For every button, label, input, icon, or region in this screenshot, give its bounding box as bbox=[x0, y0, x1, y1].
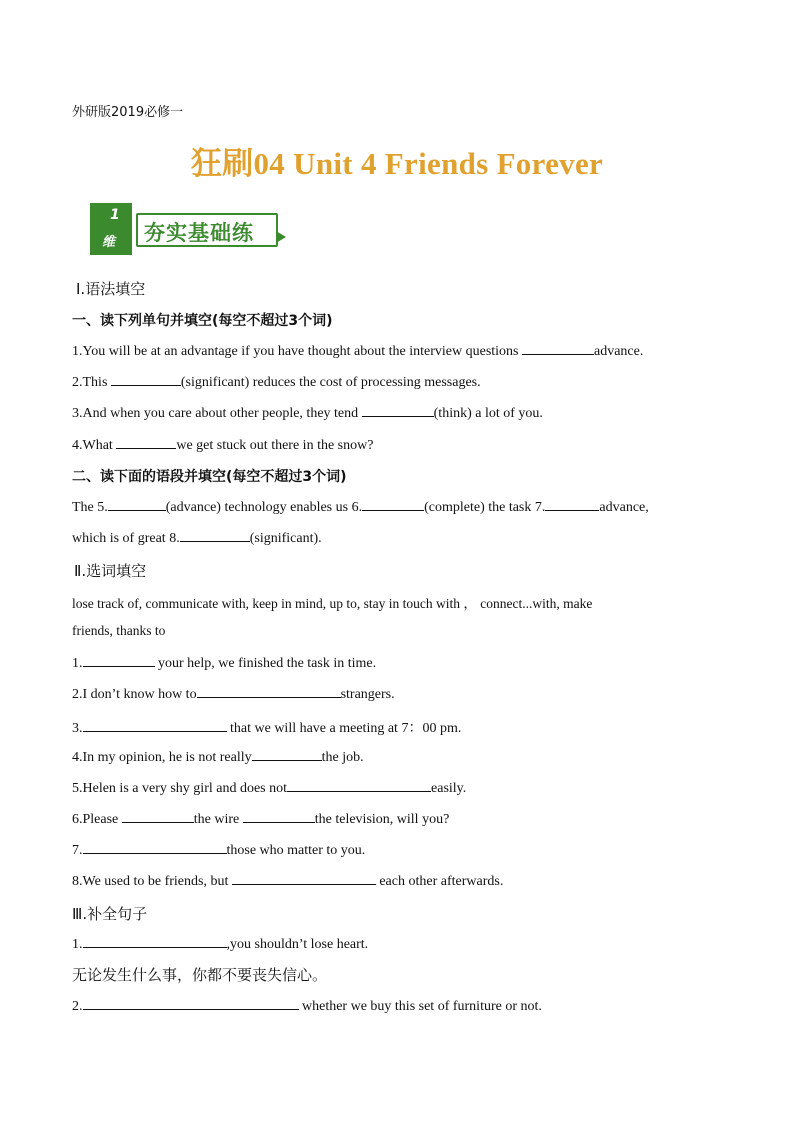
question-text: 1.You will be at an advantage if you have thought about the interview questions bbox=[72, 344, 522, 359]
question-text: ,you shouldn’t lose heart. bbox=[226, 937, 369, 952]
passage-text: (significant). bbox=[249, 531, 322, 546]
answer-blank[interactable] bbox=[243, 810, 315, 823]
question-number: 7. bbox=[72, 843, 83, 858]
question-text: the job. bbox=[321, 750, 364, 765]
question-text: whether we buy this set of furniture or not. bbox=[298, 999, 542, 1014]
question-line bbox=[72, 748, 364, 766]
badge-dimension: 维 bbox=[102, 235, 116, 250]
question-line bbox=[72, 717, 461, 737]
question-line bbox=[72, 997, 542, 1015]
answer-blank[interactable] bbox=[83, 935, 227, 948]
answer-blank[interactable] bbox=[108, 498, 166, 511]
question-number: 1. bbox=[72, 937, 83, 952]
answer-blank[interactable] bbox=[83, 719, 227, 732]
question-text: (significant) reduces the cost of processing messages. bbox=[180, 375, 481, 390]
question-line bbox=[72, 935, 368, 953]
passage-text: which is of great 8. bbox=[72, 531, 180, 546]
question-line bbox=[72, 810, 449, 828]
answer-blank[interactable] bbox=[116, 436, 176, 449]
answer-blank[interactable] bbox=[83, 654, 155, 667]
answer-blank[interactable] bbox=[180, 529, 250, 542]
question-text: your help, we finished the task in time. bbox=[154, 656, 377, 671]
passage-text: (complete) the task 7. bbox=[424, 500, 546, 515]
question-text: we get stuck out there in the snow? bbox=[176, 438, 374, 453]
answer-blank[interactable] bbox=[362, 498, 424, 511]
question-text: advance. bbox=[594, 344, 644, 359]
question-text: 2.This bbox=[72, 375, 111, 390]
word-bank-line-2: friends, thanks to bbox=[72, 623, 166, 638]
passage-text: advance, bbox=[599, 500, 649, 515]
badge-arrow-icon bbox=[276, 231, 286, 243]
section-badge bbox=[90, 203, 290, 255]
question-text: 8.We used to be friends, but bbox=[72, 874, 232, 889]
question-text: the television, will you? bbox=[314, 812, 450, 827]
question-text: that we will have a meeting at 7：00 pm. bbox=[226, 721, 462, 736]
badge-number-block bbox=[90, 203, 132, 255]
answer-blank[interactable] bbox=[197, 685, 341, 698]
answer-blank[interactable] bbox=[232, 872, 376, 885]
passage-line bbox=[72, 498, 649, 516]
question-line bbox=[72, 436, 373, 454]
question-line bbox=[72, 342, 643, 360]
answer-blank[interactable] bbox=[545, 498, 599, 511]
answer-blank[interactable] bbox=[122, 810, 194, 823]
question-number: 1. bbox=[72, 656, 83, 671]
answer-blank[interactable] bbox=[287, 779, 431, 792]
badge-label: 夯实基础练 bbox=[144, 221, 254, 245]
section-2-title: Ⅱ.选词填空 bbox=[74, 562, 147, 580]
question-line bbox=[72, 779, 466, 797]
question-line bbox=[72, 685, 395, 703]
page-title: 狂刷04 Unit 4 Friends Forever bbox=[190, 146, 604, 181]
chinese-prompt: 无论发生什么事，你都不要丧失信心。 bbox=[72, 966, 328, 984]
question-text: strangers. bbox=[340, 687, 395, 702]
question-text: the wire bbox=[193, 812, 243, 827]
question-number: 3. bbox=[72, 721, 83, 736]
question-text: (think) a lot of you. bbox=[433, 406, 543, 421]
question-line bbox=[72, 841, 365, 859]
answer-blank[interactable] bbox=[522, 342, 594, 355]
passage-text: (advance) technology enables us 6. bbox=[165, 500, 363, 515]
question-line bbox=[72, 404, 543, 422]
badge-label-box bbox=[136, 213, 278, 247]
question-text: easily. bbox=[431, 781, 467, 796]
answer-blank[interactable] bbox=[83, 841, 227, 854]
question-text: 4.What bbox=[72, 438, 117, 453]
section-1-sub1: 一、读下列单句并填空(每空不超过3个词) bbox=[72, 313, 333, 329]
question-text: those who matter to you. bbox=[226, 843, 366, 858]
section-1-title: Ⅰ.语法填空 bbox=[76, 280, 146, 298]
section-1-sub2: 二、读下面的语段并填空(每空不超过3个词) bbox=[72, 469, 347, 485]
word-bank-line-1: lose track of, communicate with, keep in mind, up to, stay in touch with ， connect...with, make bbox=[72, 596, 593, 611]
question-line bbox=[72, 654, 376, 672]
question-text: 6.Please bbox=[72, 812, 122, 827]
passage-line bbox=[72, 529, 322, 547]
question-text: 5.Helen is a very shy girl and does not bbox=[72, 781, 288, 796]
answer-blank[interactable] bbox=[362, 404, 434, 417]
answer-blank[interactable] bbox=[252, 748, 322, 761]
question-text: 2.I don’t know how to bbox=[72, 687, 197, 702]
question-text: 4.In my opinion, he is not really bbox=[72, 750, 252, 765]
passage-text: The 5. bbox=[72, 500, 108, 515]
badge-number: 1 bbox=[110, 207, 120, 223]
section-3-title: Ⅲ.补全句子 bbox=[72, 905, 148, 923]
question-text: 3.And when you care about other people, they tend bbox=[72, 406, 362, 421]
question-line bbox=[72, 872, 503, 890]
question-line bbox=[72, 373, 481, 391]
answer-blank[interactable] bbox=[83, 997, 299, 1010]
answer-blank[interactable] bbox=[111, 373, 181, 386]
edition-label: 外研版2019必修一 bbox=[72, 105, 184, 120]
question-number: 2. bbox=[72, 999, 83, 1014]
question-text: each other afterwards. bbox=[375, 874, 504, 889]
